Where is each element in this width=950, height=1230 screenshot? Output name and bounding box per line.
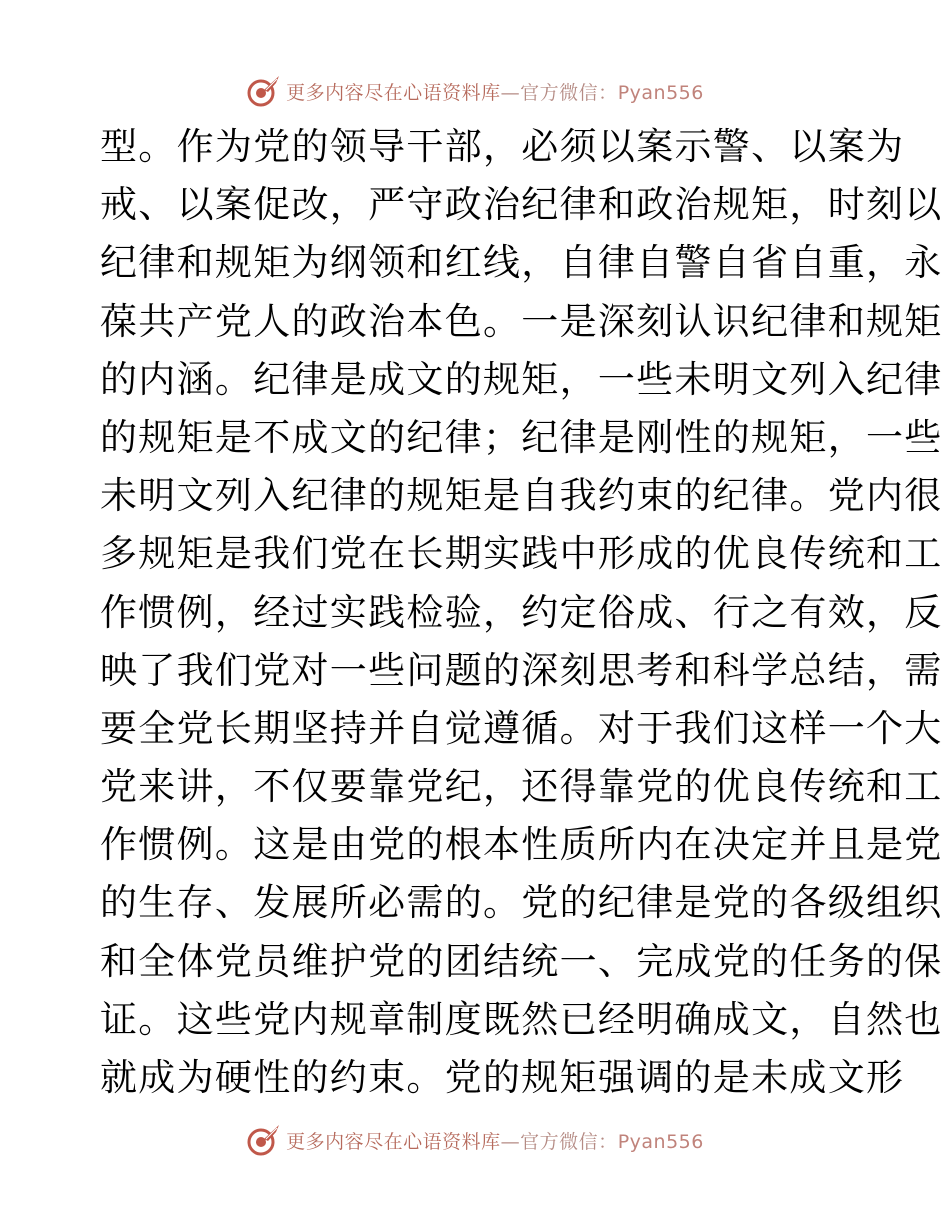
body-line: 型。作为党的领导干部，必须以案示警、以案为 (100, 125, 905, 168)
quill-seal-icon (246, 74, 282, 108)
footer-watermark-banner (0, 1120, 950, 1160)
body-line: 就成为硬性的约束。党的规矩强调的是未成文形 (100, 1056, 905, 1099)
body-line: 要全党长期坚持并自觉遵循。对于我们这样一个大 (100, 706, 943, 750)
banner-dash: — (500, 81, 521, 104)
header-watermark-banner (0, 71, 950, 111)
banner-text (286, 78, 704, 105)
body-line: 戒、以案促改，严守政治纪律和政治规矩，时刻以 (100, 183, 943, 227)
body-line: 作惯例。这是由党的根本性质所内在决定并且是党 (100, 823, 943, 867)
body-line: 的规矩是不成文的纪律；纪律是刚性的规矩，一些 (100, 415, 943, 459)
body-line: 证。这些党内规章制度既然已经明确成文，自然也 (100, 997, 943, 1041)
banner-text (286, 1127, 704, 1154)
document-body (100, 118, 943, 1107)
body-line: 和全体党员维护党的团结统一、完成党的任务的保 (100, 939, 943, 983)
body-line: 纪律和规矩为纲领和红线，自律自警自省自重，永 (100, 241, 943, 285)
body-line: 多规矩是我们党在长期实践中形成的优良传统和工 (100, 532, 943, 576)
banner-main-text: 更多内容尽在心语资料库 (286, 81, 501, 104)
banner-main-text: 更多内容尽在心语资料库 (286, 1130, 501, 1153)
body-line: 的内涵。纪律是成文的规矩，一些未明文列入纪律 (100, 357, 943, 401)
banner-wechat-id: Pyan556 (617, 81, 704, 104)
body-line: 葆共产党人的政治本色。一是深刻认识纪律和规矩 (100, 299, 943, 343)
body-line: 映了我们党对一些问题的深刻思考和科学总结，需 (100, 648, 943, 692)
banner-wechat-label: 官方微信： (520, 81, 618, 104)
body-line: 的生存、发展所必需的。党的纪律是党的各级组织 (100, 881, 943, 925)
body-line: 作惯例，经过实践检验，约定俗成、行之有效，反 (100, 590, 943, 634)
body-line: 未明文列入纪律的规矩是自我约束的纪律。党内很 (100, 474, 943, 518)
banner-wechat-label: 官方微信： (520, 1130, 618, 1153)
body-line: 党来讲，不仅要靠党纪，还得靠党的优良传统和工 (100, 765, 943, 809)
banner-wechat-id: Pyan556 (617, 1130, 704, 1153)
banner-dash: — (500, 1130, 521, 1153)
quill-seal-icon (246, 1123, 282, 1157)
